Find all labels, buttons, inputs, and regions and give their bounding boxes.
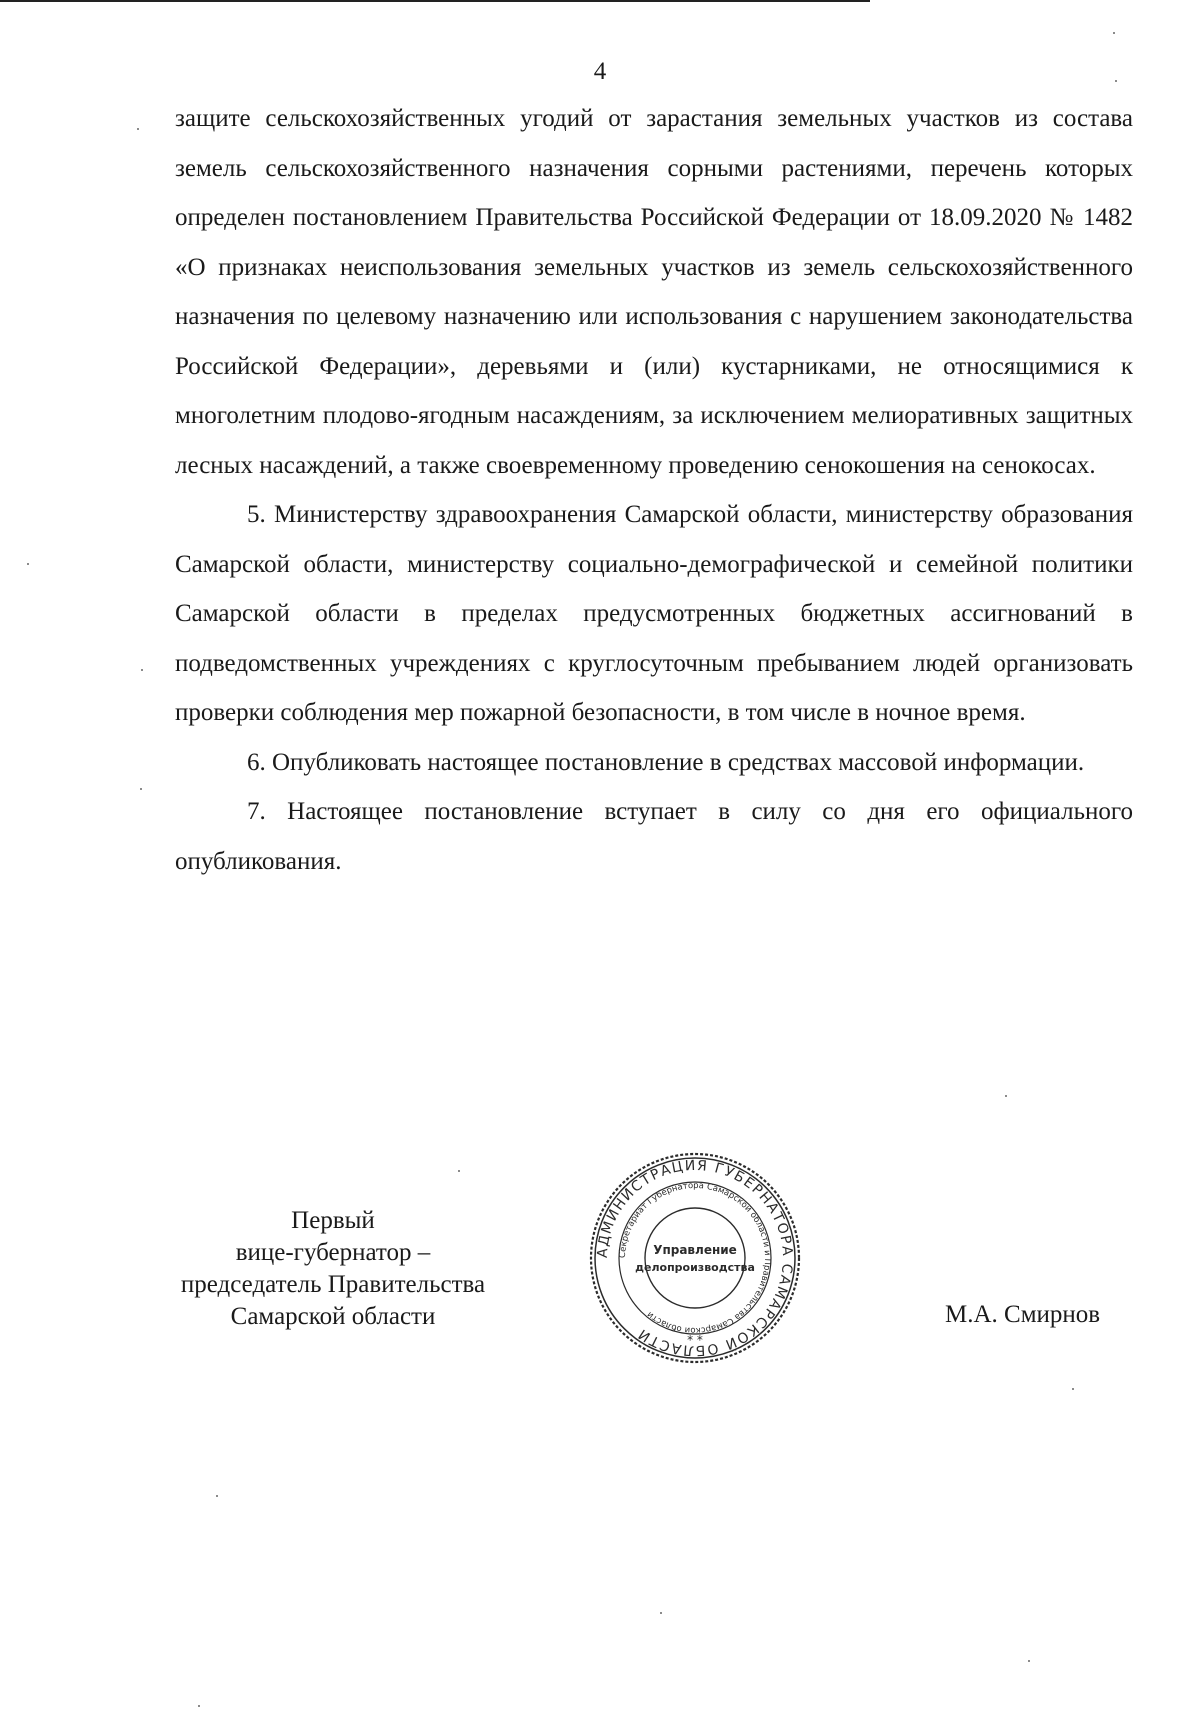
stamp-outer-text: АДМИНИСТРАЦИЯ ГУБЕРНАТОРА САМАРСКОЙ ОБЛАСТИ: [594, 1157, 796, 1359]
page-number: 4: [593, 58, 607, 85]
signer-title-line: Первый: [291, 1207, 375, 1234]
signer-title-line: председатель Правительства: [180, 1271, 486, 1298]
signer-title-line: Самарской области: [230, 1303, 436, 1330]
paragraph-item-5: 5. Министерству здравоохранения Самарской области, министерству образования Самарской области, министерству социально-демографической и семейной политики Самарской области в пределах предусмотренных бюджетных ассигнований в подведомственных учреждениях с круглосуточным пребыванием людей организовать проверки соблюдения мер пожарной безопасности, в том числе в ночное время.: [175, 501, 1133, 726]
scan-speck: [27, 563, 29, 565]
signer-title-line: вице-губернатор –: [235, 1239, 431, 1266]
scan-speck: [216, 1495, 218, 1497]
paragraph-item-7: 7. Настоящее постановление вступает в силу со дня его официального опубликования.: [175, 798, 1133, 875]
signer-title: [148, 1205, 518, 1333]
signer-name: М.А. Смирнов: [945, 1301, 1101, 1328]
scan-speck: [458, 1170, 460, 1172]
stamp-center-line-1: Управление: [653, 1243, 737, 1257]
scan-speck: [1115, 80, 1117, 82]
paragraph-item-6: 6. Опубликовать настоящее постановление в средствах массовой информации.: [247, 748, 1085, 776]
scan-speck: [140, 788, 142, 790]
scan-speck: [1113, 32, 1115, 34]
stamp-stars: * *: [687, 1333, 703, 1347]
scan-speck: [198, 1705, 200, 1707]
stamp-center-line-2: делопроизводства: [635, 1261, 755, 1274]
scan-speck: [1005, 1095, 1007, 1097]
scan-speck: [1028, 1660, 1030, 1662]
paragraph-continuation: защите сельскохозяйственных угодий от зарастания земельных участков из состава земель сельскохозяйственного назначения сорными растениями, перечень которых определен постановлением Правительства Российской Федерации от 18.09.2020 № 1482 «О признаках неиспользования земельных участков из земель сельскохозяйственного назначения по целевому назначению или использования с нарушением законодательства Российской Федерации», деревьями и (или) кустарниками, не относящимися к многолетним плодово-ягодным насаждениям, за исключением мелиоративных защитных лесных насаждений, а также своевременному проведению сенокошения на сенокосах.: [175, 105, 1133, 479]
stamp-seal-icon: [585, 1148, 805, 1368]
scan-speck: [1072, 1388, 1074, 1390]
official-stamp: [585, 1148, 805, 1368]
stamp-inner-text: Секретариат Губернатора Самарской области и Правительства Самарской области: [617, 1180, 773, 1336]
scan-speck: [660, 1612, 662, 1614]
body-text: [175, 94, 1133, 886]
scan-speck: [137, 128, 139, 130]
top-scan-edge: [0, 0, 870, 2]
scan-speck: [141, 669, 143, 671]
